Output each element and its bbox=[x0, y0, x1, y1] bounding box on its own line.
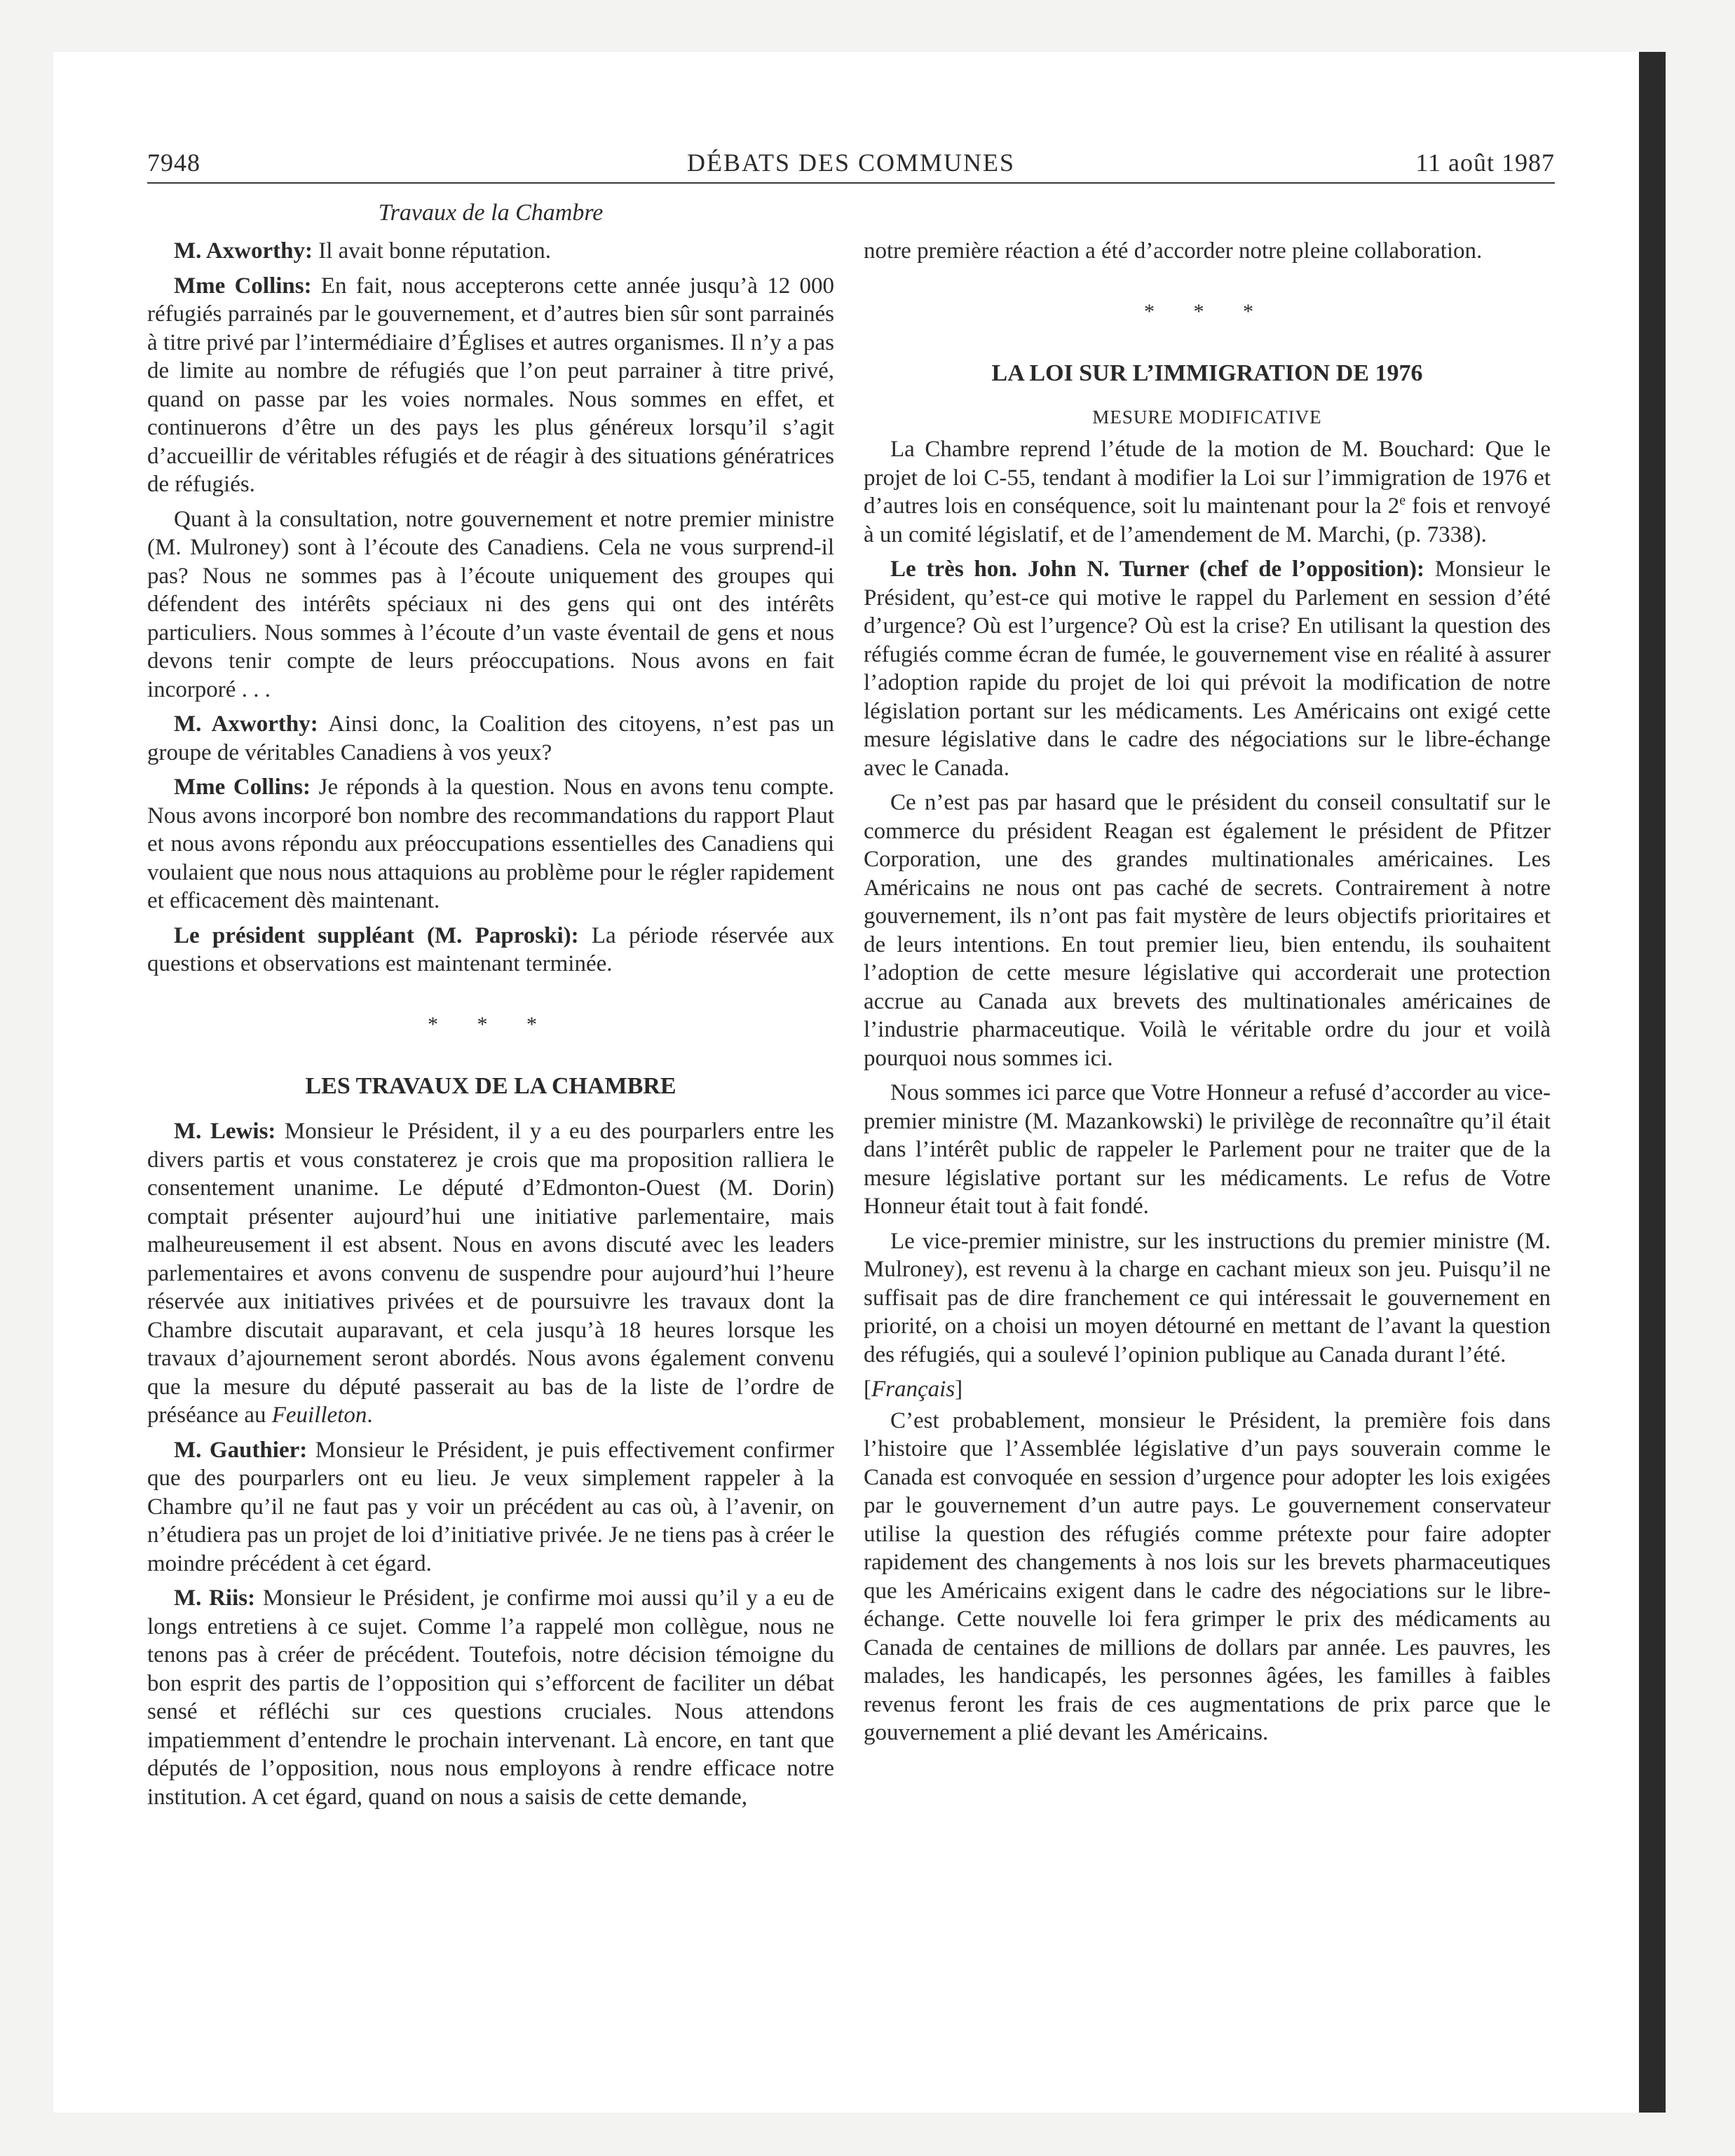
italic-term: Feuilleton bbox=[271, 1403, 367, 1428]
scan-edge-shadow bbox=[1639, 52, 1666, 2113]
speech-paragraph bbox=[147, 237, 834, 266]
motion-paragraph bbox=[864, 435, 1551, 549]
section-divider: * * * bbox=[428, 1012, 554, 1036]
running-header bbox=[147, 147, 1555, 184]
speech-paragraph bbox=[147, 922, 834, 978]
publication-title: DÉBATS DES COMMUNES bbox=[686, 149, 1016, 177]
speech-paragraph bbox=[147, 710, 834, 767]
speaker-name: M. Axworthy: bbox=[174, 238, 313, 264]
speech-paragraph: Quant à la consultation, notre gouvernement et notre premier ministre (M. Mulroney) sont à l’écoute des Canadiens. Cela ne vous surprend-il pas? Nous ne sommes pas à l’écoute uniquement des groupes qui défendent des intérêts spéciaux ni des gens qui ont des intérêts particuliers. Nous sommes à l’écoute d’un vaste éventail de gens et nous devons tenir compte de leurs préoccupations. Nous avons en fait incorporé . . . bbox=[147, 506, 834, 702]
speech-text-end: . bbox=[367, 1403, 373, 1428]
section-heading: LES TRAVAUX DE LA CHAMBRE bbox=[305, 1073, 676, 1099]
motion-text: La Chambre reprend l’étude de la motion de M. Bouchard: Que le projet de loi C-55, tendant à modifier la Loi sur l’immigration de 1976 et d’autres lois en conséquence, soit lu maintenant pour la 2 bbox=[864, 437, 1551, 519]
speech-paragraph bbox=[147, 1117, 834, 1430]
speaker-name: M. Riis: bbox=[174, 1585, 256, 1611]
speaker-name: Le très hon. John N. Turner (chef de l’opposition): bbox=[890, 557, 1424, 582]
speech-paragraph: Le vice-premier ministre, sur les instructions du premier ministre (M. Mulroney), est revenu à la charge en cachant mieux son jeu. Puisqu’il ne suffisait pas de dire franchement ce qui intéressait le gouvernement en priorité, on a choisi un moyen détourné en mettant de l’avant la question des réfugiés, qui a soulevé l’opinion publique au Canada durant l’été. bbox=[864, 1228, 1551, 1367]
speech-paragraph bbox=[147, 1584, 834, 1811]
speech-paragraph: C’est probablement, monsieur le Président, la première fois dans l’histoire que l’Assemblée législative d’un pays souverain comme le Canada est convoquée en session d’urgence pour adopter les lois exigées par le gouvernement d’un autre pays. Le gouvernement conservateur utilise la question des réfugiés comme prétexte pour faire adopter rapidement des changements à nos lois sur les brevets pharmaceutiques que les Américains exigent dans le cadre des négociations sur le libre-échange. Cette nouvelle loi fera grimper le prix des médicaments au Canada de centaines de millions de dollars par année. Les pauvres, les malades, les handicapés, les personnes âgées, les familles à faibles revenus feront les frais de ces augmentations de prix parce que le gouvernement a plié devant les Américains. bbox=[864, 1407, 1551, 1745]
speaker-name: Mme Collins: bbox=[174, 273, 312, 299]
section-heading: LA LOI SUR L’IMMIGRATION DE 1976 bbox=[991, 360, 1423, 386]
ordinal-suffix: e bbox=[1399, 493, 1406, 508]
speech-paragraph: Nous sommes ici parce que Votre Honneur a refusé d’accorder au vice-premier ministre (M. Mazankowski) le privilège de reconnaître qu’il était dans l’intérêt public de rappeler le Parlement pour ne traiter que de la mesure législative portant sur les médicaments. Le refus de Votre Honneur était tout à fait fondé. bbox=[864, 1080, 1551, 1219]
speech-paragraph bbox=[147, 1436, 834, 1578]
header-date: 11 août 1987 bbox=[1415, 149, 1555, 177]
section-subheader: Travaux de la Chambre bbox=[378, 200, 604, 226]
speech-paragraph bbox=[864, 555, 1551, 782]
speech-text: La période réservée aux questions et observations est maintenant terminée. bbox=[147, 922, 834, 976]
speech-text: Monsieur le Président, je puis effectivement confirmer que des pourparlers ont eu lieu. Je veux simplement rappeler à la Chambre qu’il ne faut pas y voir un précédent au cas où, à l’avenir, on n’étudiera pas un projet de loi d’initiative privée. Je ne tiens pas à créer le moindre précédent à cet égard. bbox=[147, 1437, 834, 1576]
speech-paragraph: Ce n’est pas par hasard que le président du conseil consultatif sur le commerce du président Reagan est également le président de Pfitzer Corporation, une des grandes multinationales américaines. Les Américains ne nous ont pas caché de secrets. Contrairement à notre gouvernement, ils n’ont pas fait mystère de leurs objectifs prioritaires et de leurs intentions. En tout premier lieu, bien entendu, ils souhaitent l’adoption de cette mesure législative qui accorderait une protection accrue au Canada aux brevets des multinationales américaines de l’industrie pharmaceutique. Voilà le véritable ordre du jour et voilà pourquoi nous sommes ici. bbox=[864, 790, 1551, 1071]
speech-text: Monsieur le Président, il y a eu des pourparlers entre les divers partis et vous constaterez je crois que ma proposition ralliera le consentement unanime. Le député d’Edmonton-Ouest (M. Dorin) comptait présenter aujourd’hui une initiative parlementaire, mais malheureusement il est absent. Nous en avons discuté avec les leaders parlementaires et avons convenu de suspendre pour aujourd’hui l’heure réservée aux initiatives privées et de poursuivre les travaux dont la Chambre discutait auparavant, et cela jusqu’à 18 heures lorsque les travaux d’ajournement seront abordés. Nous avons également convenu que la mesure du député passerait au bas de la liste de l’ordre de préséance au bbox=[147, 1119, 834, 1428]
subsection-heading: MESURE MODIFICATIVE bbox=[1092, 407, 1322, 428]
speech-paragraph: notre première réaction a été d’accorder notre pleine collaboration. bbox=[864, 238, 1483, 264]
speaker-name: Le président suppléant (M. Paproski): bbox=[174, 922, 579, 948]
speech-text: Je réponds à la question. Nous en avons tenu compte. Nous avons incorporé bon nombre des recommandations du rapport Plaut et nous avons répondu aux préoccupations essentielles des Canadiens qui voulaient que nous nous attaquions au problème pour le régler rapidement et efficacement dès maintenant. bbox=[147, 775, 835, 913]
page-number: 7948 bbox=[147, 149, 200, 177]
motion-text-end: fois et renvoyé à un comité législatif, et de l’amendement de M. Marchi, (p. 7338). bbox=[864, 493, 1551, 547]
speech-text: Il avait bonne réputation. bbox=[312, 238, 551, 264]
speech-text: Ainsi donc, la Coalition des citoyens, n’est pas un groupe de véritables Canadiens à vos yeux? bbox=[147, 711, 835, 765]
speaker-name: M. Axworthy: bbox=[174, 711, 318, 737]
left-column bbox=[147, 237, 834, 1817]
speech-paragraph bbox=[147, 773, 834, 915]
language-marker: [ Français ] bbox=[864, 1375, 1551, 1404]
speech-paragraph bbox=[147, 272, 834, 499]
speaker-name: Mme Collins: bbox=[174, 775, 311, 800]
speech-text: Monsieur le Président, qu’est-ce qui motive le rappel du Parlement en session d’été d’urgence? Où est l’urgence? Où est la crise? En utilisant la question des réfugiés comme écran de fumée, le gouvernement vise en réalité à assurer l’adoption rapide du projet de loi qui prévoit la modification de notre législation portant sur les médicaments. Les Américains ont exigé cette mesure législative dans le cadre des négociations sur le libre-échange avec le Canada. bbox=[864, 557, 1551, 781]
section-divider: * * * bbox=[1144, 299, 1270, 323]
speech-text: Monsieur le Président, je confirme moi aussi qu’il y a eu de longs entretiens à ce sujet. Comme l’a rappelé mon collègue, nous ne tenons pas à créer de précédent. Toutefois, notre décision témoigne du bon esprit des partis de l’opposition qui s’efforcent de faciliter un débat sensé et réfléchi sur ces questions cruciales. Nous attendons impatiemment d’entendre le prochain intervenant. Là encore, en tant que députés de l’opposition, nous nous employons à rendre efficace notre institution. A cet égard, quand on nous a saisis de cette demande, bbox=[147, 1585, 834, 1810]
speech-text: En fait, nous accepterons cette année jusqu’à 12 000 réfugiés parrainés par le gouvernement, et d’autres bien sûr sont parrainés à titre privé par l’intermédiaire d’Églises et autres organismes. Il n’y a pas de limite au nombre de réfugiés que l’on peut parrainer à titre privé, quand on passe par les voies normales. Nous sommes en effet, et continuerons d’être un des pays les plus généreux lorsqu’il s’agit d’accueillir de véritables réfugiés et de réagir à des situations génératrices de réfugiés. bbox=[147, 273, 834, 497]
speaker-name: M. Gauthier: bbox=[174, 1437, 308, 1463]
speaker-name: M. Lewis: bbox=[174, 1119, 276, 1144]
right-column bbox=[864, 237, 1551, 1754]
